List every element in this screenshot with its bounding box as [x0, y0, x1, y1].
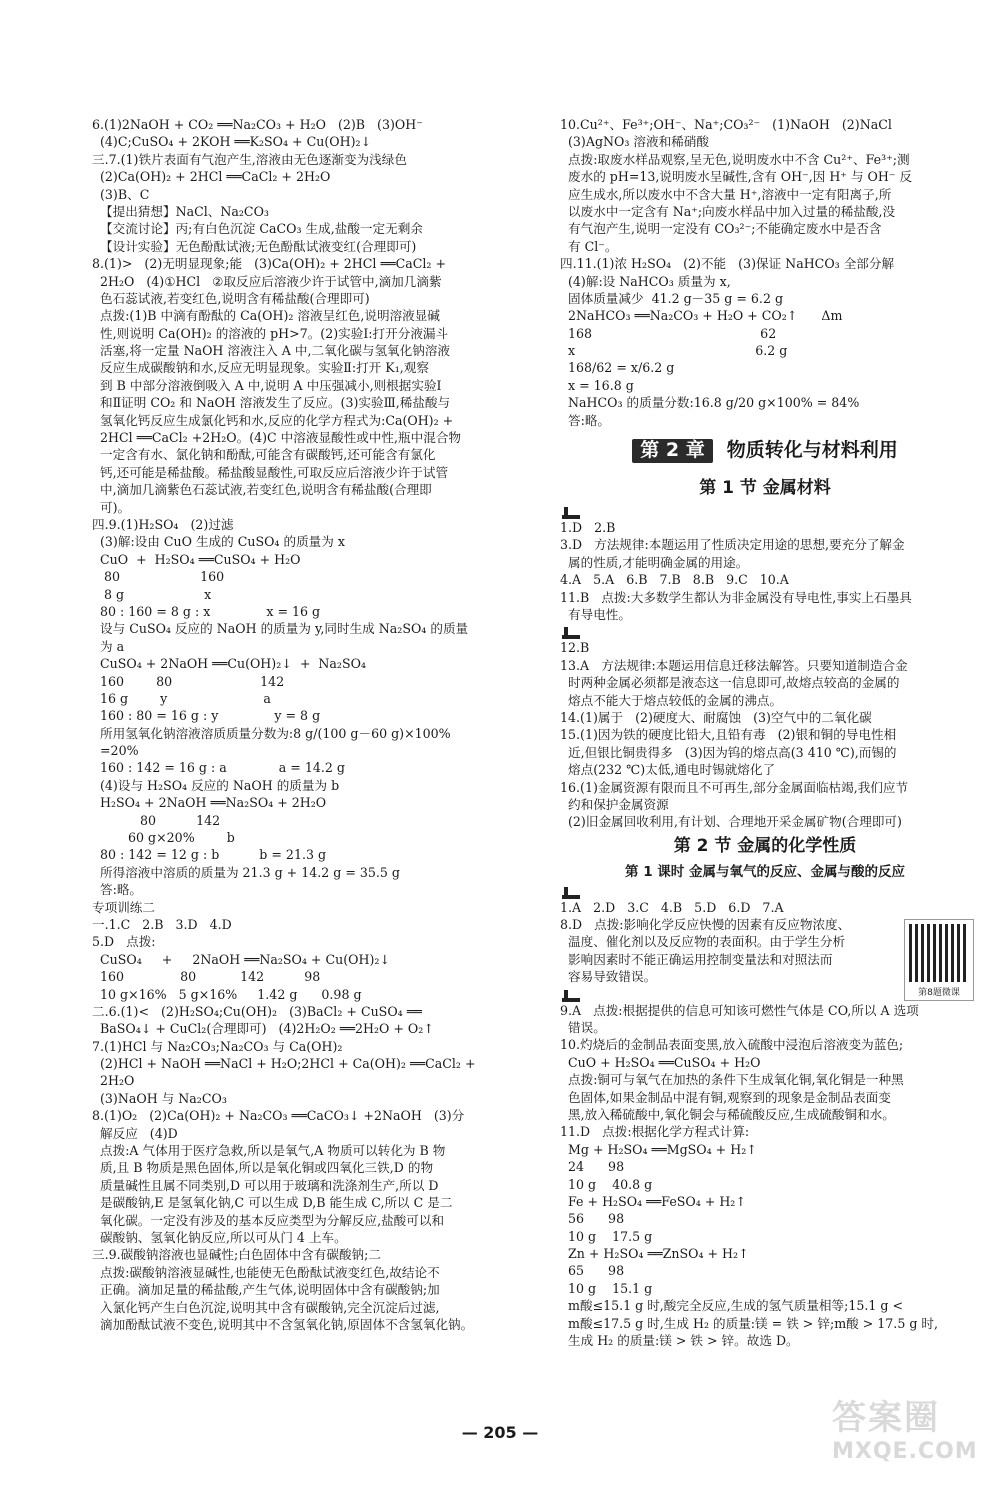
- text-line: 性,则说明 Ca(OH)₂ 的溶液的 pH>7。(2)实验Ⅰ:打开分液漏斗: [92, 325, 449, 341]
- text-line: 一定含有水、氯化钠和酚酞,可能含有碳酸钙,还可能含有氯化: [92, 447, 436, 463]
- text-line: 点拨:碳酸钠溶液显碱性,也能使无色酚酞试液变红色,故结论不: [92, 1264, 440, 1280]
- text-line: 和Ⅱ证明 CO₂ 和 NaOH 溶液发生了反应。(3)实验Ⅲ,稀盐酸与: [92, 395, 451, 411]
- text-line: 60 g×20% b: [92, 830, 235, 846]
- text-line: 1.D 2.B: [560, 520, 616, 536]
- text-line: 160 : 142 = 16 g : a a = 14.2 g: [92, 760, 345, 776]
- text-line: 所用氢氧化钠溶液溶质质量分数为:8 g/(100 g－60 g)×100%: [92, 725, 451, 741]
- text-line: 应生成水,所以废水中不含大量 H⁺,溶液中一定有阳离子,所: [560, 186, 892, 202]
- text-line: 2H₂O (4)①HCl ②取反应后溶液少许于试管中,滴加几滴紫: [92, 273, 442, 289]
- text-line: 1.A 2.D 3.C 4.B 5.D 6.D 7.A: [560, 899, 784, 915]
- right-column: [560, 116, 970, 1349]
- text-line: 10.灼烧后的金制品表面变黑,放入硫酸中浸泡后溶液变为蓝色;: [560, 1037, 904, 1053]
- text-line: NaHCO₃ 的质量分数:16.8 g/20 g×100% = 84%: [560, 395, 860, 411]
- text-line: 中,滴加几滴紫色石蕊试液,若变红色,说明含有稀盐酸(合理即: [92, 482, 432, 498]
- page-number: — 205 —: [461, 1423, 539, 1442]
- text-line: 160 80 142: [92, 673, 285, 689]
- text-line: CuSO₄ + 2NaOH ══Cu(OH)₂↓ + Na₂SO₄: [92, 656, 366, 672]
- text-line: x = 16.8 g: [560, 377, 634, 393]
- level-1-marker-s2: [560, 883, 970, 899]
- level-advanced-icon: [560, 627, 582, 639]
- text-line: 正确。滴加足量的稀盐酸,产生气体,说明固体中含有碳酸钠;加: [92, 1282, 440, 1298]
- text-line: 色石蕊试液,若变红色,说明含有稀盐酸(合理即可): [92, 290, 370, 306]
- text-line: 熔点不能大于熔点较低的金属的沸点。: [560, 692, 783, 708]
- text-line: 四.11.(1)浓 H₂SO₄ (2)不能 (3)保证 NaHCO₃ 全部分解: [560, 256, 895, 272]
- text-line: =20%: [92, 743, 139, 759]
- text-line: 属的性质,才能明确金属的用途。: [560, 554, 749, 570]
- text-line: 80 142: [92, 812, 221, 828]
- text-line: 固体质量减少 41.2 g－35 g = 6.2 g: [560, 290, 784, 306]
- text-line: (3)解:设由 CuO 生成的 CuSO₄ 的质量为 x: [92, 534, 345, 550]
- text-line: (3)B、C: [92, 186, 150, 202]
- lesson-1-title: 第 1 课时 金属与氧气的反应、金属与酸的反应: [625, 863, 905, 880]
- text-line: 24 98: [560, 1159, 625, 1175]
- text-line: 活塞,将一定量 NaOH 溶液注入 A 中,二氧化碳与氢氧化钠溶液: [92, 343, 451, 359]
- text-line: 有气泡产生,说明一定没有 CO₃²⁻;不能确定废水中是否含: [560, 221, 882, 237]
- text-line: 近,但银比铜贵得多 (3)因为钨的熔点高(3 410 ℃),而锡的: [560, 744, 897, 760]
- text-line: BaSO₄↓ + CuCl₂(合理即可) (4)2H₂O₂ ══2H₂O + O₂↑: [92, 1021, 434, 1037]
- chapter-badge: 第 2 章: [632, 439, 712, 462]
- text-line: 可)。: [92, 499, 131, 515]
- text-line: 16 g y a: [92, 690, 271, 706]
- text-line: 65 98: [560, 1263, 625, 1279]
- text-line: 三.7.(1)铁片表面有气泡产生,溶液由无色逐渐变为浅绿色: [92, 151, 407, 167]
- text-line: 答:略。: [560, 412, 611, 428]
- text-line: 四.9.(1)H₂SO₄ (2)过滤: [92, 516, 234, 532]
- text-line: 容易导致错误。: [560, 969, 657, 985]
- text-line: 56 98: [560, 1211, 625, 1227]
- left-text-body: [92, 116, 492, 1333]
- text-line: 8.(1)O₂ (2)Ca(OH)₂ + Na₂CO₃ ══CaCO₃↓ +2NaOH (3)分: [92, 1108, 465, 1124]
- text-line: 8 g x: [92, 586, 212, 602]
- text-line: 2NaHCO₃ ══Na₂CO₃ + H₂O + CO₂↑ Δm: [560, 308, 843, 324]
- text-line: 到 B 中部分溶液倒吸入 A 中,说明 A 中压强减小,则根据实验Ⅰ: [92, 377, 442, 393]
- watermark-logo: [832, 1398, 992, 1484]
- text-line: 【交流讨论】丙;有白色沉淀 CaCO₃ 生成,盐酸一定无剩余: [92, 221, 423, 237]
- text-line: (2)旧金属回收利用,有计划、合理地开采金属矿物(合理即可): [560, 814, 902, 830]
- text-line: (2)HCl + NaOH ══NaCl + H₂O;2HCl + Ca(OH)₂ ══CaCl₂ +: [92, 1056, 476, 1072]
- text-line: 黑,放入稀硫酸中,氧化铜会与稀硫酸反应,生成硫酸铜和水。: [560, 1106, 895, 1122]
- section-2-title: 第 2 节 金属的化学性质: [673, 835, 857, 856]
- section-1-answers-b: [560, 639, 970, 830]
- text-line: 11.D 点拨:根据化学方程式计算:: [560, 1124, 750, 1140]
- chapter-title: 物质转化与材料利用: [726, 439, 898, 462]
- text-line: 点拨:(1)B 中滴有酚酞的 Ca(OH)₂ 溶液呈红色,说明溶液显碱: [92, 308, 440, 324]
- text-line: 答:略。: [92, 882, 143, 898]
- text-line: 碳酸钠、氢氧化钠反应,所以可从门 4 上车。: [92, 1230, 347, 1245]
- text-line: H₂SO₄ + 2NaOH ══Na₂SO₄ + 2H₂O: [92, 795, 327, 811]
- text-line: 5.D 点拨:: [92, 934, 156, 950]
- text-line: 熔点(232 ℃)太低,通电时锡就熔化了: [560, 762, 776, 778]
- text-line: 影响因素时不能正确运用控制变量法和对照法而: [560, 951, 833, 967]
- text-line: 是碳酸钠,E 是氢氧化钠,C 可以生成 D,B 能生成 C,所以 C 是二: [92, 1195, 453, 1211]
- text-line: m酸≤17.5 g 时,生成 H₂ 的质量:镁 = 铁 > 锌;m酸 > 17.5 g 时,: [560, 1315, 938, 1331]
- text-line: 4.A 5.A 6.B 7.B 8.B 9.C 10.A: [560, 572, 789, 588]
- text-line: 13.A 方法规律:本题运用信息迁移法解答。只要知道制造合金: [560, 657, 908, 673]
- text-line: 时两种金属必须都是液态这一信息即可,故熔点较高的金属的: [560, 675, 900, 691]
- watermark-line1: 答案圈: [832, 1398, 940, 1438]
- text-line: 【设计实验】无色酚酞试液;无色酚酞试液变红(合理即可): [92, 238, 417, 254]
- text-line: 约和保护金属资源: [560, 796, 669, 812]
- text-line: 质量碱性且属不同类别,D 可以用于玻璃和洗涤剂生产,所以 D: [92, 1177, 439, 1193]
- chapter-heading: [560, 435, 970, 467]
- text-line: 10 g×16% 5 g×16% 1.42 g 0.98 g: [92, 986, 362, 1002]
- text-line: (4)C;CuSO₄ + 2KOH ══K₂SO₄ + Cu(OH)₂↓: [92, 134, 372, 150]
- text-line: 氧化碳。一定没有涉及的基本反应类型为分解反应,盐酸可以和: [92, 1212, 445, 1228]
- text-line: 生成 H₂ 的质量:镁 > 铁 > 锌。故选 D。: [560, 1333, 799, 1349]
- qr-caption: 第8题微课: [918, 988, 960, 998]
- text-line: 质,且 B 物质是黑色固体,所以是氧化铜或四氧化三铁,D 的物: [92, 1160, 434, 1176]
- text-line: 80 : 160 = 8 g : x x = 16 g: [92, 603, 321, 619]
- text-line: 设与 CuSO₄ 反应的 NaOH 的质量为 y,同时生成 Na₂SO₄ 的质量: [92, 621, 469, 637]
- text-line: 色固体,如果金制品中混有铜,观察到的现象是金制品表面变: [560, 1089, 891, 1105]
- text-line: 8.(1)> (2)无明显现象;能 (3)Ca(OH)₂ + 2HCl ══CaCl₂ +: [92, 256, 447, 272]
- text-line: 10.Cu²⁺、Fe³⁺;OH⁻、Na⁺;CO₃²⁻ (1)NaOH (2)NaCl: [560, 117, 892, 132]
- text-line: m酸≤15.1 g 时,酸完全反应,生成的氢气质量相等;15.1 g <: [560, 1298, 904, 1314]
- text-line: (2)Ca(OH)₂ + 2HCl ══CaCl₂ + 2H₂O: [92, 169, 331, 185]
- text-line: 160 80 142 98: [92, 969, 321, 985]
- text-line: 10 g 17.5 g: [560, 1228, 653, 1244]
- level-1-marker: [560, 503, 970, 519]
- text-line: 点拨:铜可与氧气在加热的条件下生成氧化铜,氧化铜是一种黑: [560, 1072, 904, 1088]
- text-line: 滴加酚酞试液不变色,说明其中不含氢氧化钠,原固体不含氢氧化钠。: [92, 1316, 474, 1332]
- level-2-marker: [560, 623, 970, 639]
- text-line: 15.(1)因为铁的硬度比铅大,且铅有毒 (2)银和铜的导电性相: [560, 727, 897, 743]
- text-line: Zn + H₂SO₄ ══ZnSO₄ + H₂↑: [560, 1246, 749, 1262]
- text-line: 氢氧化钙反应生成氯化钙和水,反应的化学方程式为:Ca(OH)₂ +: [92, 412, 454, 428]
- text-line: 160 : 80 = 16 g : y y = 8 g: [92, 708, 321, 724]
- text-line: 错误。: [560, 1020, 606, 1036]
- text-line: CuO + H₂SO₄ ══CuSO₄ + H₂O: [92, 551, 301, 567]
- text-line: Fe + H₂SO₄ ══FeSO₄ + H₂↑: [560, 1193, 746, 1209]
- text-line: 点拨:取废水样品观察,呈无色,说明废水中不含 Cu²⁺、Fe³⁺;测: [560, 151, 910, 167]
- text-line: 解反应 (4)D: [92, 1125, 178, 1141]
- level-basic-icon: [560, 887, 582, 899]
- text-line: 3.D 方法规律:本题运用了性质决定用途的思想,要充分了解金: [560, 537, 905, 553]
- qr-code-icon: [909, 924, 969, 982]
- text-line: Mg + H₂SO₄ ══MgSO₄ + H₂↑: [560, 1141, 757, 1157]
- text-line: 入氯化钙产生白色沉淀,说明其中含有碳酸钠,完全沉淀后过滤,: [92, 1299, 440, 1315]
- text-line: 10 g 15.1 g: [560, 1280, 653, 1296]
- text-line: 二.6.(1)< (2)H₂SO₄;Cu(OH)₂ (3)BaCl₂ + CuSO₄ ══: [92, 1003, 422, 1019]
- text-line: 168 62: [560, 325, 777, 341]
- text-line: 【提出猜想】NaCl、Na₂CO₃: [92, 203, 269, 219]
- text-line: 钙,还可能是稀盐酸。稀盐酸显酸性,可取反应后溶液少许于试管: [92, 464, 449, 480]
- text-line: 10 g 40.8 g: [560, 1176, 653, 1192]
- text-line: 14.(1)属于 (2)硬度大、耐腐蚀 (3)空气中的二氧化碳: [560, 709, 872, 725]
- section-1-answers-a: [560, 519, 970, 623]
- text-line: (4)设与 H₂SO₄ 反应的 NaOH 的质量为 b: [92, 777, 340, 793]
- section-1-title: 第 1 节 金属材料: [699, 478, 831, 499]
- text-line: 16.(1)金属资源有限而且不可再生,部分金属面临枯竭,我们应节: [560, 779, 909, 795]
- text-line: 一.1.C 2.B 3.D 4.D: [92, 916, 232, 932]
- text-line: 11.B 点拨:大多数学生都认为非金属没有导电性,事实上石墨具: [560, 589, 912, 605]
- text-line: 反应生成碳酸钠和水,反应无明显现象。实验Ⅱ:打开 K₁,观察: [92, 360, 429, 376]
- text-line: CuSO₄ + 2NaOH ══Na₂SO₄ + Cu(OH)₂↓: [92, 951, 390, 967]
- text-line: 为 a: [92, 638, 125, 654]
- text-line: 168/62 = x/6.2 g: [560, 360, 675, 376]
- text-line: 2H₂O: [92, 1073, 135, 1089]
- text-line: x 6.2 g: [560, 343, 788, 359]
- text-line: 所得溶液中溶质的质量为 21.3 g + 14.2 g = 35.5 g: [92, 864, 400, 880]
- text-line: 三.9.碳酸钠溶液也显碱性;白色固体中含有碳酸钠;二: [92, 1247, 381, 1263]
- text-line: 2HCl ══CaCl₂ +2H₂O。(4)C 中溶液显酸性或中性,瓶中混合物: [92, 430, 462, 446]
- text-line: 废水的 pH=13,说明废水呈碱性,含有 OH⁻,因 H⁺ 与 OH⁻ 反: [560, 169, 913, 185]
- text-line: 80 160: [92, 569, 225, 585]
- text-line: (3)AgNO₃ 溶液和稀硝酸: [560, 134, 709, 150]
- text-line: (3)NaOH 与 Na₂CO₃: [92, 1090, 227, 1106]
- text-line: 8.D 点拨:影响化学反应快慢的因素有反应物浓度、: [560, 917, 851, 933]
- watermark-line2: MXQE.COM: [832, 1439, 978, 1464]
- text-line: 6.(1)2NaOH + CO₂ ══Na₂CO₃ + H₂O (2)B (3)OH⁻: [92, 117, 423, 132]
- text-line: 有 Cl⁻。: [560, 238, 618, 254]
- text-line: 9.A 点拨:根据提供的信息可知该可燃性气体是 CO,所以 A 选项: [560, 1002, 919, 1018]
- text-line: 7.(1)HCl 与 Na₂CO₃;Na₂CO₃ 与 Ca(OH)₂: [92, 1038, 343, 1054]
- text-line: 以废水中一定含有 Na⁺;向废水样品中加入过量的稀盐酸,没: [560, 203, 896, 219]
- text-line: 12.B: [560, 640, 590, 656]
- qr-code[interactable]: [904, 919, 974, 1001]
- level-basic-icon: [560, 507, 582, 519]
- text-line: (4)解:设 NaHCO₃ 质量为 x,: [560, 273, 731, 289]
- text-line: 温度、催化剂以及反应物的表面积。由于学生分析: [560, 934, 846, 950]
- text-line: CuO + H₂SO₄ ══CuSO₄ + H₂O: [560, 1054, 761, 1070]
- text-line: 有导电性。: [560, 606, 631, 622]
- text-line: 专项训练二: [92, 899, 155, 915]
- text-line: 点拨:A 气体用于医疗急救,所以是氧气,A 物质可以转化为 B 物: [92, 1143, 446, 1159]
- section-2-answers-b: [560, 1002, 970, 1350]
- level-advanced-icon: [560, 990, 582, 1002]
- right-text-top: [560, 116, 970, 429]
- text-line: 80 : 142 = 12 g : b b = 21.3 g: [92, 847, 327, 863]
- left-column: [92, 116, 492, 1333]
